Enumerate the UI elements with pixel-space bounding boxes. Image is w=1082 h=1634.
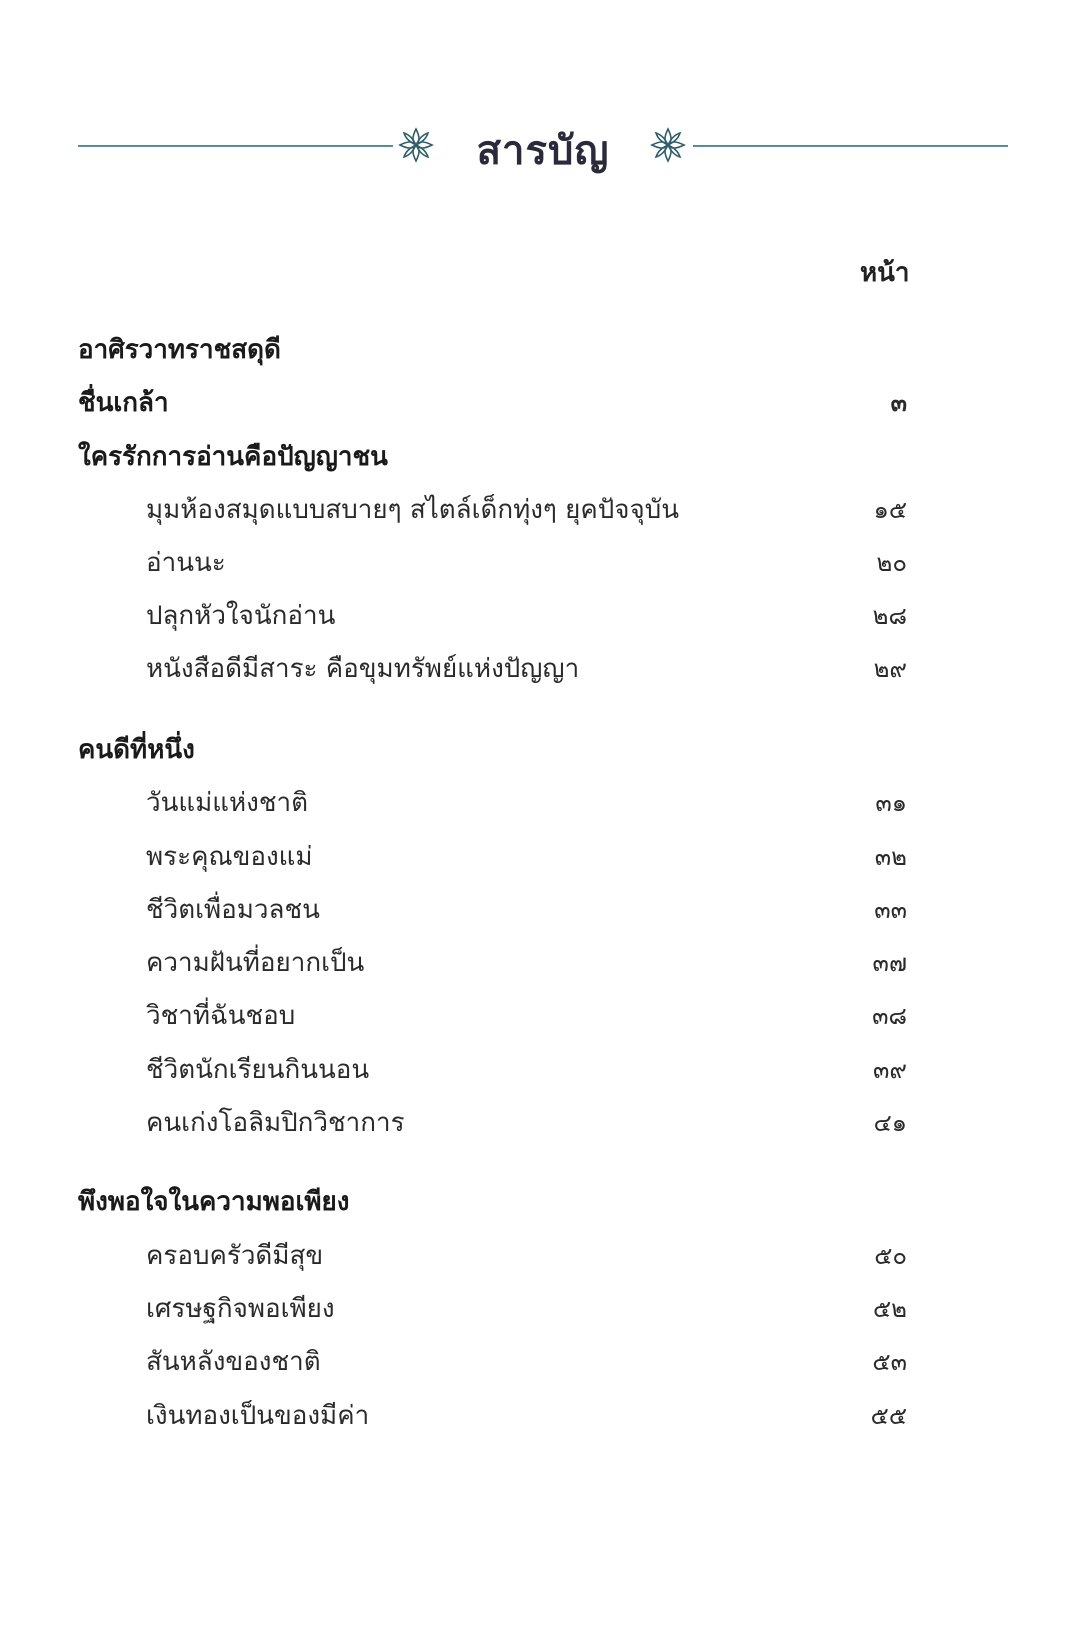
page-column-label: หน้า [860,258,910,288]
entry-title: วิชาที่ฉันชอบ [146,1001,296,1031]
page-number: ๕๕ [870,1402,907,1430]
page-number: ๒๙ [873,655,907,683]
entry-title: สันหลังของชาติ [146,1347,321,1377]
entry-title: ชีวิตนักเรียนกินนอน [146,1055,370,1085]
toc-entry [0,596,1082,636]
toc-entry [0,649,1082,689]
toc-section-heading [0,383,1082,423]
entry-title: หนังสือดีมีสาระ คือขุมทรัพย์แห่งปัญญา [146,654,580,684]
page-number: ๓๑ [875,789,907,817]
page-number: ๓๘ [872,1002,907,1030]
toc-entry [0,996,1082,1036]
page-number: ๕๒ [873,1295,907,1323]
entry-title: เงินทองเป็นของมีค่า [146,1401,370,1431]
entry-title: ความฝันที่อยากเป็น [146,948,365,978]
entry-title: มุมห้องสมุดแบบสบายๆ สไตล์เด็กทุ่งๆ ยุคปัจจุบัน [146,495,680,525]
toc-section-heading [0,730,1082,770]
toc-entry [0,837,1082,877]
page-number: ๓๒ [874,843,907,871]
toc-entry [0,1103,1082,1143]
entry-title: ชีวิตเพื่อมวลชน [146,895,320,925]
section-title: อาศิรวาทราชสดุดี [78,335,281,365]
page-number: ๔๑ [873,1109,907,1137]
page-number: ๕๓ [872,1348,907,1376]
section-title: พึงพอใจในความพอเพียง [78,1187,350,1217]
page-number: ๒๘ [872,602,907,630]
toc-entry [0,783,1082,823]
page-number: ๒๐ [876,549,907,577]
toc-entry [0,1236,1082,1276]
entry-title: ครอบครัวดีมีสุข [146,1241,324,1271]
entry-title: พระคุณของแม่ [146,842,313,872]
toc-entry [0,890,1082,930]
toc-entry [0,943,1082,983]
page-number: ๓๙ [873,1056,907,1084]
toc-entry [0,1342,1082,1382]
page-number: ๓๗ [872,949,907,977]
entry-title: ปลุกหัวใจนักอ่าน [146,601,336,631]
page-title: สารบัญ [476,128,610,174]
toc-entry [0,1050,1082,1090]
section-title: ชื่นเกล้า [78,388,169,418]
entry-title: เศรษฐกิจพอเพียง [146,1294,335,1324]
entry-title: อ่านนะ [146,548,226,578]
section-title: คนดีที่หนึ่ง [78,735,195,765]
entry-title: คนเก่งโอลิมปิกวิชาการ [146,1108,405,1138]
page-number: ๕๐ [874,1242,907,1270]
toc-entry [0,1396,1082,1436]
section-title: ใครรักการอ่านคือปัญญาชน [78,442,388,472]
page-number: ๓๓ [874,896,907,924]
entry-title: วันแม่แห่งชาติ [146,788,308,818]
page-number: ๓ [890,389,907,417]
toc-entry [0,543,1082,583]
toc-section-heading [0,437,1082,477]
page-number: ๑๕ [873,496,907,524]
toc-entry [0,1289,1082,1329]
toc-section-heading [0,1182,1082,1222]
toc-section-heading [0,330,1082,370]
toc-entry [0,490,1082,530]
